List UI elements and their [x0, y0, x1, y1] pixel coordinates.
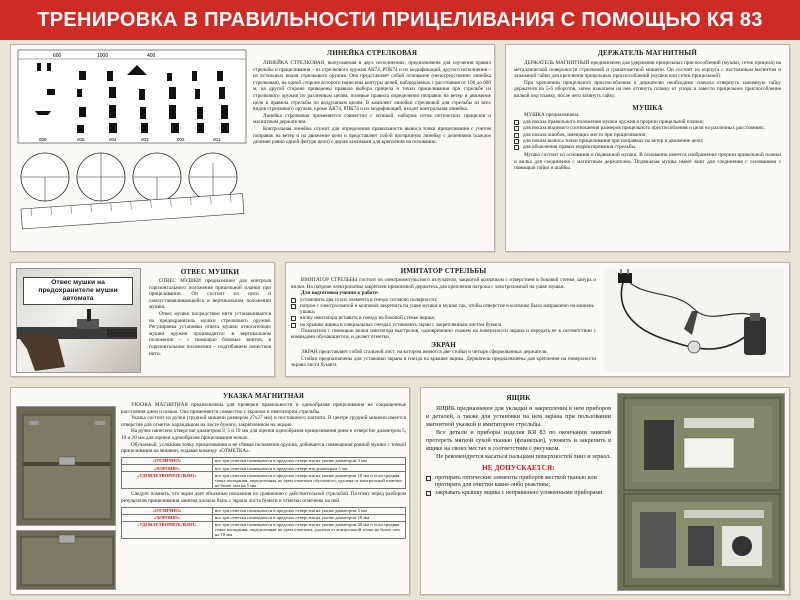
ruler-label-009: 009 — [39, 137, 47, 142]
checkbox-icon — [291, 298, 296, 303]
day-grading-table — [121, 457, 406, 490]
checkbox-icon — [426, 476, 431, 481]
ruler-label-400: 400 — [147, 53, 156, 59]
box-panel — [420, 387, 790, 595]
simulator-item: установить два сухих элемента в гнездо согласно полярности; — [291, 297, 596, 303]
ruler-text-2: Линейка стрелковая применяется совместно с мушкой, набором сеток оптических прицелов и магнитным держателем. — [253, 112, 491, 126]
screen-text-1: ЭКРАН представляет собой стальной лист, на котором имеются две стойки и четыре сформованных держателя. — [301, 348, 548, 355]
ruler-title: ЛИНЕЙКА СТРЕЛКОВАЯ — [326, 49, 418, 57]
simulator-title: ИМИТАТОР СТРЕЛЬБЫ — [400, 267, 487, 275]
open-case-photo — [617, 393, 785, 591]
pointer-text-5: Следует помнить, что экран дает объемные показания по сравнению с действительной стрельбой. Поэтому перед разбором результатов прицеливания занятия должно быть с экрана листа бумаги и отметки отмечены на ней. — [121, 491, 406, 504]
table-row: «ОТЛИЧНО» все три отметки помещаются в пределах отверстия на указке диаметром 5 мм — [122, 507, 406, 514]
poster-title: ТРЕНИРОВКА В ПРАВИЛЬНОСТИ ПРИЦЕЛИВАНИЯ С ПОМОЩЬЮ КЯ 83 — [37, 8, 763, 31]
simulator-prep: Для подготовки учения к работе: — [301, 290, 379, 297]
ruler-label-1000: 1000 — [97, 53, 109, 59]
checkbox-icon — [514, 145, 519, 150]
sight-item: для объяснения правил корректирования стрельбы. — [514, 144, 781, 150]
plumb-text-1: ОТВЕС МУШКИ предназначен для контроля горизонтального положения прицельной планки при прицеливании. Он состоит из нити и самоустанавливающейся в вертикальном положении мушки. — [149, 278, 271, 311]
pointer-text-4: Обучаемый, усложнив точку прицеливания и не сбивая положения оружия, добивается совмещения ровной мушки с точкой прицеливания на мишени, подавая команду «ОТМЕТКА». — [121, 441, 406, 455]
table-row: «УДОВЛЕТВОРИТЕЛЬНО» все три отметки помещаются в пределах отверстия на указке диаметром 20 мм и если средняя точка попадания, определенная по трем отметкам, удалена от контрольной точки не более чем на 10 мм — [122, 521, 406, 538]
ruler-label-002: 002 — [177, 137, 185, 142]
simulator-item: вилку имитатора вставить в гнездо на боковой стенке ящика; — [291, 315, 596, 321]
plumb-text-2: Отвес мушки посредством нити устанавливается на предохранитель мушки стрелкового оружия. Регулировка установки отвеса мушки относительно мушки оружия производится: в вертикальном положении – с помощью боковых винтов, в горизонтальном положении – подгибанием лепестков нити. — [149, 310, 271, 357]
table-row: «ХОРОШО» все три отметки помещаются в пределах отверстия диаметром 5 мм — [122, 464, 406, 471]
box-title: ЯЩИК — [506, 394, 531, 402]
pointer-text-2: Указка состоит из ручки (грудной мишени размером 27х27 мм) и постоянного магнита. В центре грудной мишени имеется отверстие для отметок карандашом на листе бумаги, закрепленном на экране. — [121, 415, 406, 428]
pointer-text-1: УКАЗКА МАГНИТНАЯ предназначена для проверки правильности и однообразия прицеливания на сокращенные расстояния днем и ночью. Она применяется совместно с экраном и имитатором стрельбы. — [121, 402, 406, 415]
holder-panel — [505, 44, 790, 252]
holder-text-1: ДЕРЖАТЕЛЬ МАГНИТНЫЙ предназначен для удержания прицельных приспособлений (мушки, сеток прицела) на металлической поверхности стрелковой и гранатометной мишени. Он состоит из корпуса с постоянным магнитом и зажимной гайки для крепления прицельных приспособлений (мушки или сетки прицельной). — [514, 60, 781, 80]
simulator-item: патрон с электролампой и колпачок закрепить на ушке мушки и мушке так, чтобы отверстие в колпачке было направлено на мишень ушака; — [291, 303, 596, 315]
table-row: «ОТЛИЧНО» все три отметки помещаются в пределах отверстия на указке диаметром 3 мм — [122, 457, 406, 464]
ruler-label-003: 003 — [141, 137, 149, 142]
simulator-panel — [285, 262, 790, 377]
sight-intro: МУШКА предназначена: — [524, 111, 580, 118]
sight-item: для показа видимого соотношения размеров прицельного приспособления и цели на различных расстояниях; — [514, 125, 781, 131]
simulator-device-photo — [604, 269, 784, 372]
sight-item: для показа правильного положения мушки оружия в прорези прицельной планки; — [514, 119, 781, 125]
pointer-text-3: На ручке нанесено отверстие диаметром 3, 5 и 10 мм для оценки однообразия прицеливания днем и отверстие диаметром 5, 10 и 20 мм для оценки однообразия прицеливания ночью. — [121, 428, 406, 441]
box-warning-title: НЕ ДОПУСКАЕТСЯ: — [482, 464, 555, 472]
ruler-targets-illustration — [17, 49, 247, 144]
box-warning-item: закрывать крышку ящика с неправильно уложенными приборами. — [426, 490, 611, 497]
box-text-1: ЯЩИК предназначен для укладки и закрепления в нем приборов и деталей, а также для установки на нем экрана при пользовании магнитной указкой и имитатором стрельбы. — [426, 405, 611, 428]
sight-item: для показа выноса точки прицеливания при поправках на ветер и движение цели; — [514, 138, 781, 144]
holder-text-2: При креплении прицельного приспособления к держателю необходимо сначала отвернуть зажимную гайку держателя на 5-6 оборотов, затем нажатием на нее оттянуть планку от упора и завести прицельное приспособление вилкой под планку, после чего затянуть гайку. — [514, 79, 781, 99]
reticle-sights-illustration — [17, 149, 247, 249]
plumb-panel — [10, 262, 275, 377]
checkbox-icon — [514, 133, 519, 138]
ruler-text-1: ЛИНЕЙКА СТРЕЛКОВАЯ, выпускаемая в двух исполнениях, предназначена для изучения правил стрельбы и прицеливания – из стрелкового оружия АК74, РПК74 и их модификаций, другого исполнения – из остальных видов стрелкового оружия. Она представляет собой основание (непосредственно линейка стрелковая), на одной стороне которого нанесены контуры целей, наблюдаемых с расстояния от 100 до 600 м, на другой стороне приведены правила выбора прицела и точки прицеливания при стрельбе из стрелкового оружия по различным целям, полевые правила определения поправок на ветер и движение цели и правила стрельбы по воздушным целям. В комплект линейки стрелковой для стрельбы из всех видов стрелкового оружия, кроме АК74, РПК74 и их модификаций, входит контрольная линейка. — [253, 60, 491, 113]
pointer-title: УКАЗКА МАГНИТНАЯ — [222, 392, 305, 400]
box-text-3: Не рекомендуется касаться пальцами поверхностей линз и зеркал. — [436, 453, 611, 460]
ruler-label-600: 600 — [53, 53, 62, 59]
case-photo-right — [16, 530, 116, 590]
checkbox-icon — [291, 316, 296, 321]
poster-header — [0, 0, 800, 40]
checkbox-icon — [291, 304, 296, 309]
ruler-text-3: Контрольная линейка служит для определения правильности выноса точки прицеливания с учетом поправок на ветер и на движение цели и представляет собой прозрачную линейку с делениями (каждое деление равно одной фигуре цели) с двумя зажимами для крепления на основании. — [253, 125, 491, 146]
checkbox-icon — [426, 491, 431, 496]
checkbox-icon — [514, 139, 519, 144]
ruler-panel — [10, 44, 495, 252]
night-grading-table — [121, 507, 406, 540]
ruler-label-005: 005 — [77, 137, 85, 142]
pointer-panel — [10, 387, 410, 595]
simulator-item: на крышке ящика в специальных гнездах установить экран с закрепленным листом бумаги. — [291, 322, 596, 328]
simulator-text-1: ИМИТАТОР СТРЕЛЬБЫ состоит из электроимпульсного излучателя, закрытой колпачком с отверстием в боковой стенке, шнура и вилки. На патроне электропатвы закреплен прижимной держатель для крепления патрона с электролампой на ушке мушки. — [291, 277, 596, 290]
screen-title: ЭКРАН — [431, 340, 456, 349]
case-photo-left — [16, 406, 116, 526]
screen-text-2: Стойки предназначены для установки экрана в гнезда на крышке ящика. Держатели предназначены для крепления на поверхности экрана листа бумаги. — [291, 355, 596, 369]
holder-title: ДЕРЖАТЕЛЬ МАГНИТНЫЙ — [598, 49, 697, 57]
sight-title: МУШКА — [632, 103, 663, 112]
plumb-title: ОТВЕС МУШКИ — [180, 268, 240, 276]
ruler-label-001: 001 — [213, 137, 221, 142]
ruler-label-004: 004 — [109, 137, 117, 142]
plumb-callout: Отвес мушки на предохранителе мушки автомата — [23, 277, 133, 305]
table-row: «ХОРОШО» все три отметки помещаются в пределах отверстия на указке диаметром 10 мм — [122, 514, 406, 521]
table-row: «УДОВЛЕТВОРИТЕЛЬНО» все три отметки помещаются в пределах отверстия на указке диаметром 10 мм и если средняя точка попадания, определенная по трем отметкам обучаемого, удалена от контрольной отметки не более чем на 5 мм — [122, 472, 406, 489]
checkbox-icon — [514, 120, 519, 125]
box-text-2: Все детали и приборы изделия КЯ 83 по окончании занятий протереть мягкой сухой тканью (фланелью), уложить и закрепить в ящике на своих местах в соответствии с рисунком. — [426, 429, 611, 452]
sight-description: Мушка состоит из основания и подвижной мушки. В основании имеется изображение прорези прицельной планки и вилка для соединения с магнитным держателем. Подвижная мушка имеет винт для соединения с основанием с помощью гайки и шайбы. — [514, 152, 781, 172]
sight-item: для показа ошибок, имеющих место при прицеливании; — [514, 132, 781, 138]
simulator-text-2: Показатели с помощью вилки имитатора выстрелов, одновременно укажем на поверхности экрана и передать ее в соответствии с командами обучающегося, и делает отметки. — [291, 327, 596, 341]
checkbox-icon — [514, 126, 519, 131]
box-warning-item: протирать оптические элементы приборов жесткой тканью или протирать для очистки какие-либо реактивы; — [426, 475, 611, 490]
checkbox-icon — [291, 323, 296, 328]
